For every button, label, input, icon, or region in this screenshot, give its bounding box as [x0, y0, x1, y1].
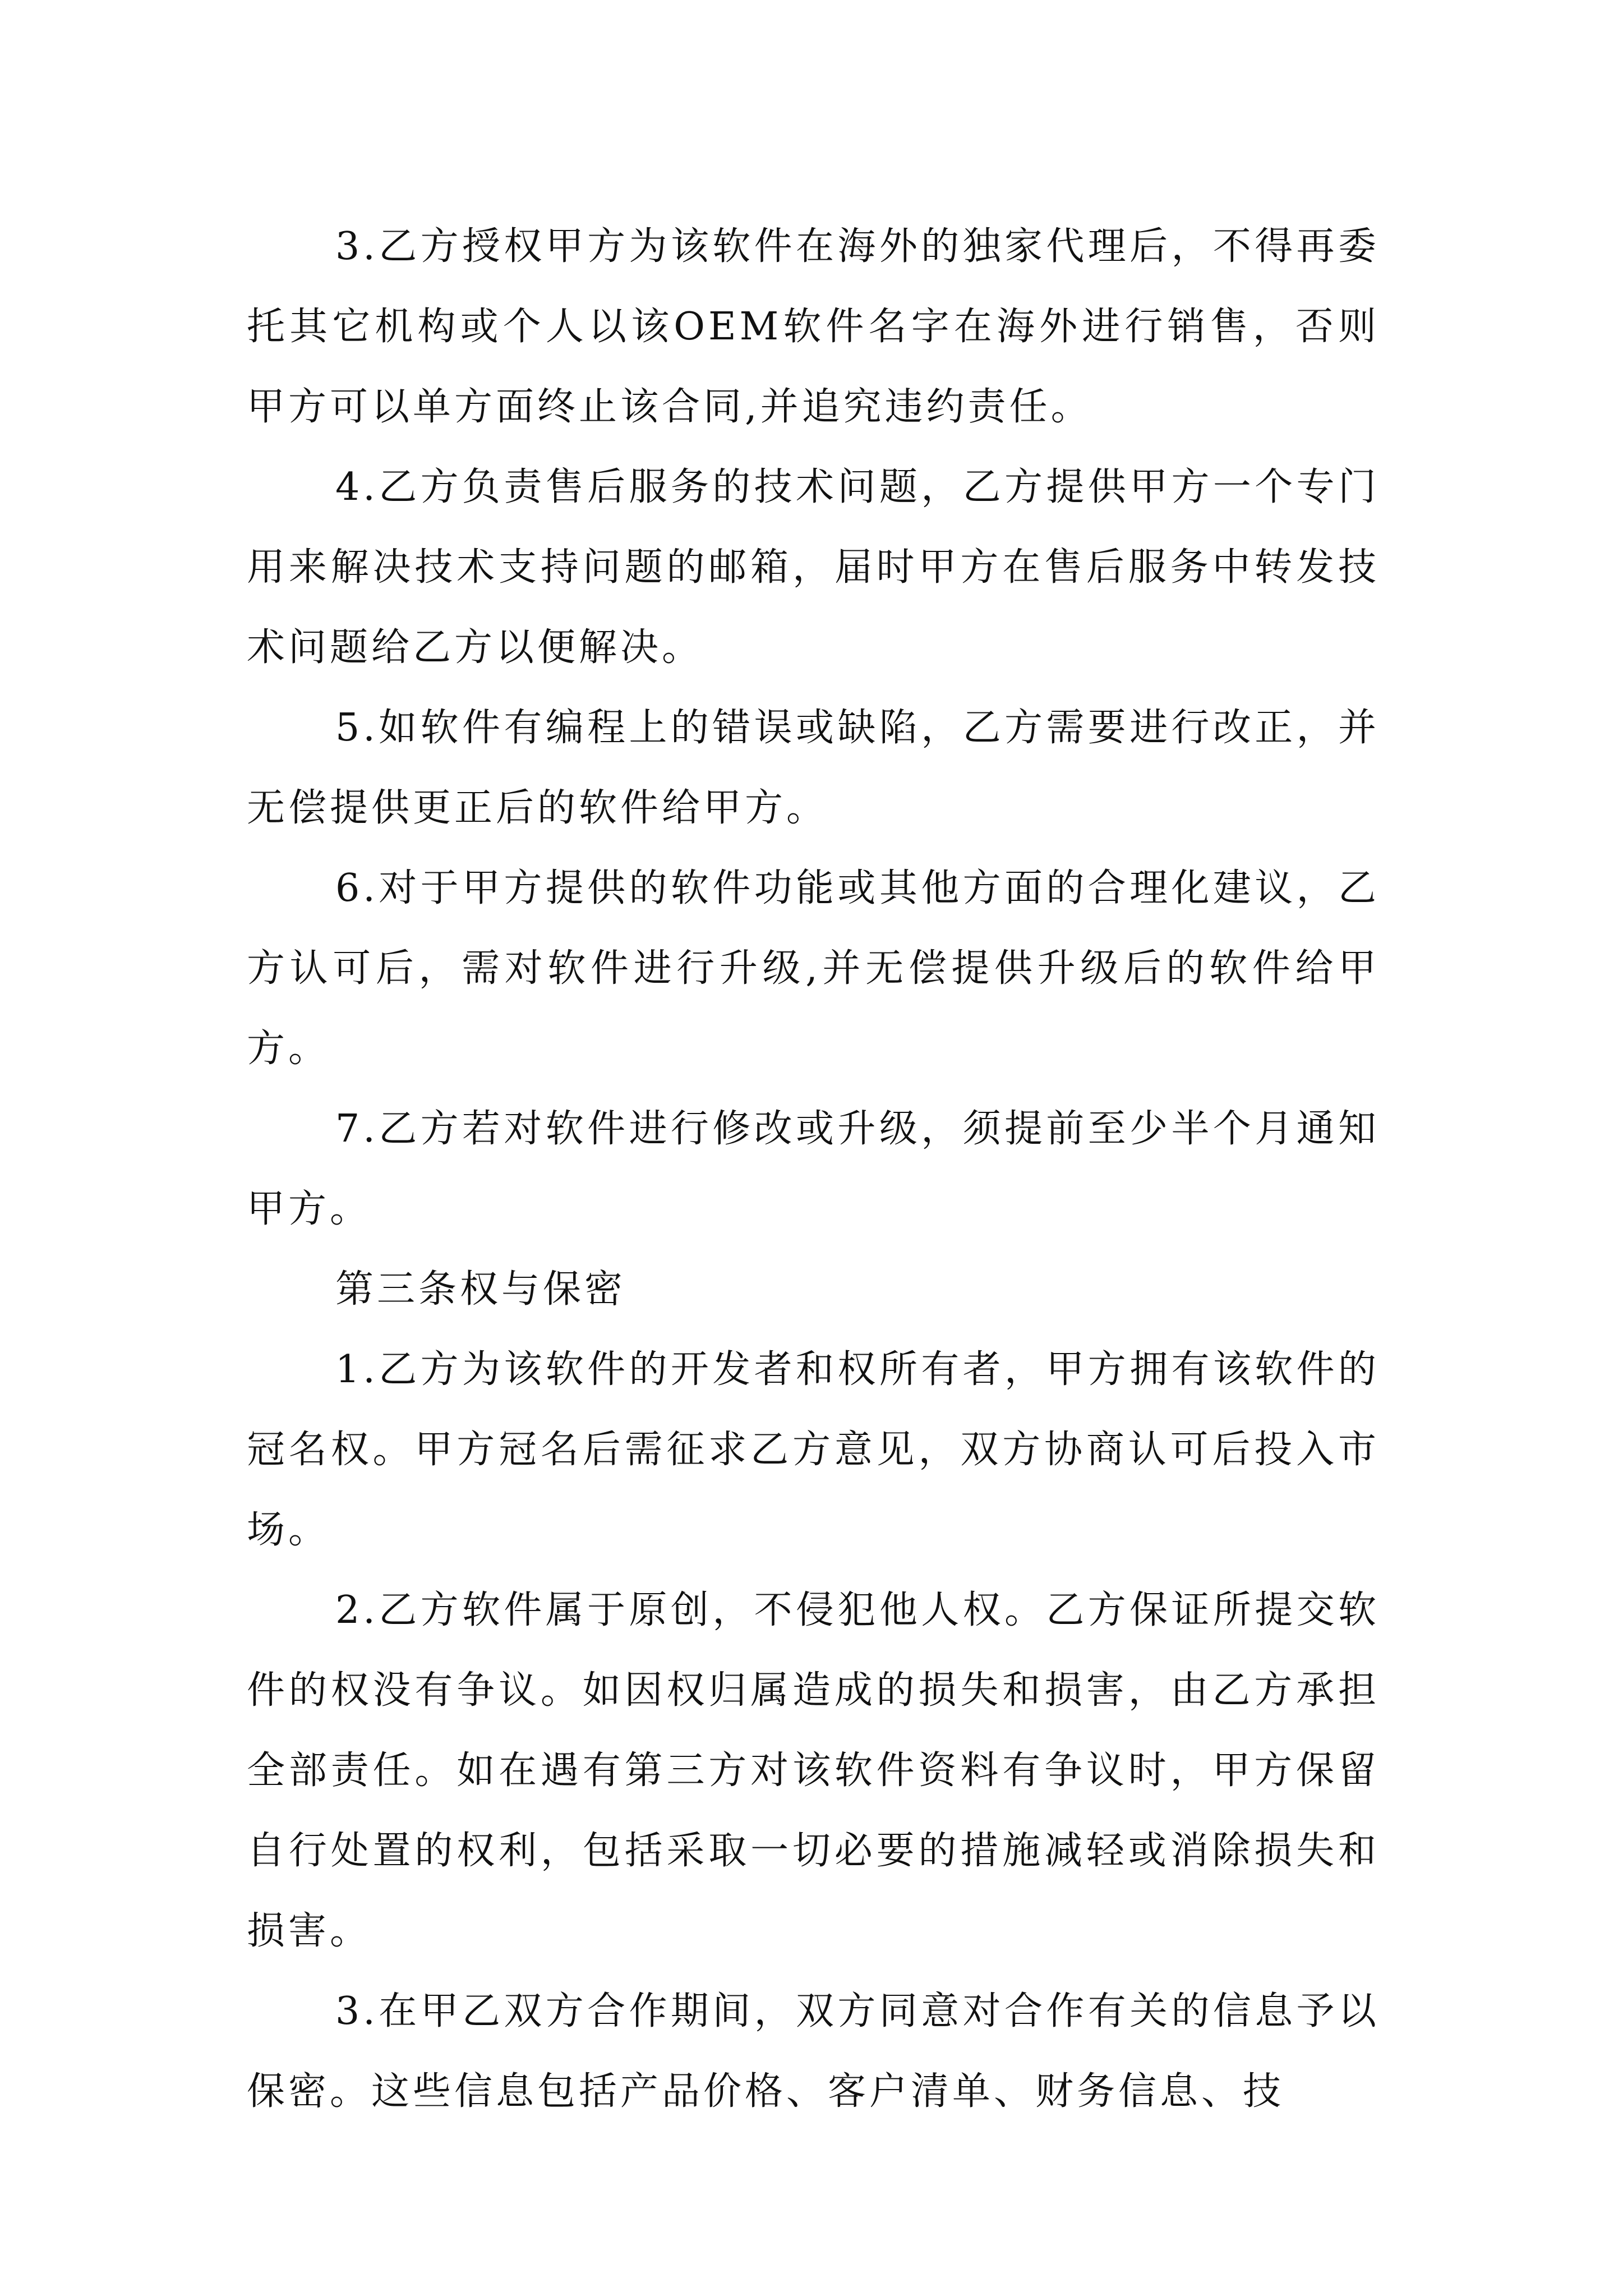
- paragraph-clause-7: 7.乙方若对软件进行修改或升级，须提前至少半个月通知甲方。: [247, 1107, 1380, 1231]
- paragraph-clause-3: 3.乙方授权甲方为该软件在海外的独家代理后，不得再委托其它机构或个人以该OEM软件名字在海外进行销售，否则甲方可以单方面终止该合同,并追究违约责任。: [247, 224, 1380, 429]
- document-body: [247, 206, 1380, 2132]
- paragraph-section-clause-2: 2.乙方软件属于原创，不侵犯他人权。乙方保证所提交软件的权没有争议。如因权归属造成的损失和损害，由乙方承担全部责任。如在遇有第三方对该软件资料有争议时，甲方保留自行处置的权利，包括采取一切必要的措施减轻或消除损失和损害。: [247, 1588, 1380, 1953]
- paragraph-section-clause-1: 1.乙方为该软件的开发者和权所有者，甲方拥有该软件的冠名权。甲方冠名后需征求乙方意见，双方协商认可后投入市场。: [247, 1347, 1380, 1552]
- paragraph-section-clause-3: 3.在甲乙双方合作期间，双方同意对合作有关的信息予以保密。这些信息包括产品价格、客户清单、财务信息、技: [247, 1989, 1380, 2114]
- section-heading: 第三条权与保密: [335, 1267, 626, 1312]
- paragraph-clause-6: 6.对于甲方提供的软件功能或其他方面的合理化建议，乙方认可后，需对软件进行升级,并无偿提供升级后的软件给甲方。: [247, 866, 1380, 1071]
- paragraph-clause-4: 4.乙方负责售后服务的技术问题，乙方提供甲方一个专门用来解决技术支持问题的邮箱，届时甲方在售后服务中转发技术问题给乙方以便解决。: [247, 465, 1380, 670]
- paragraph-clause-5: 5.如软件有编程上的错误或缺陷，乙方需要进行改正，并无偿提供更正后的软件给甲方。: [247, 706, 1380, 830]
